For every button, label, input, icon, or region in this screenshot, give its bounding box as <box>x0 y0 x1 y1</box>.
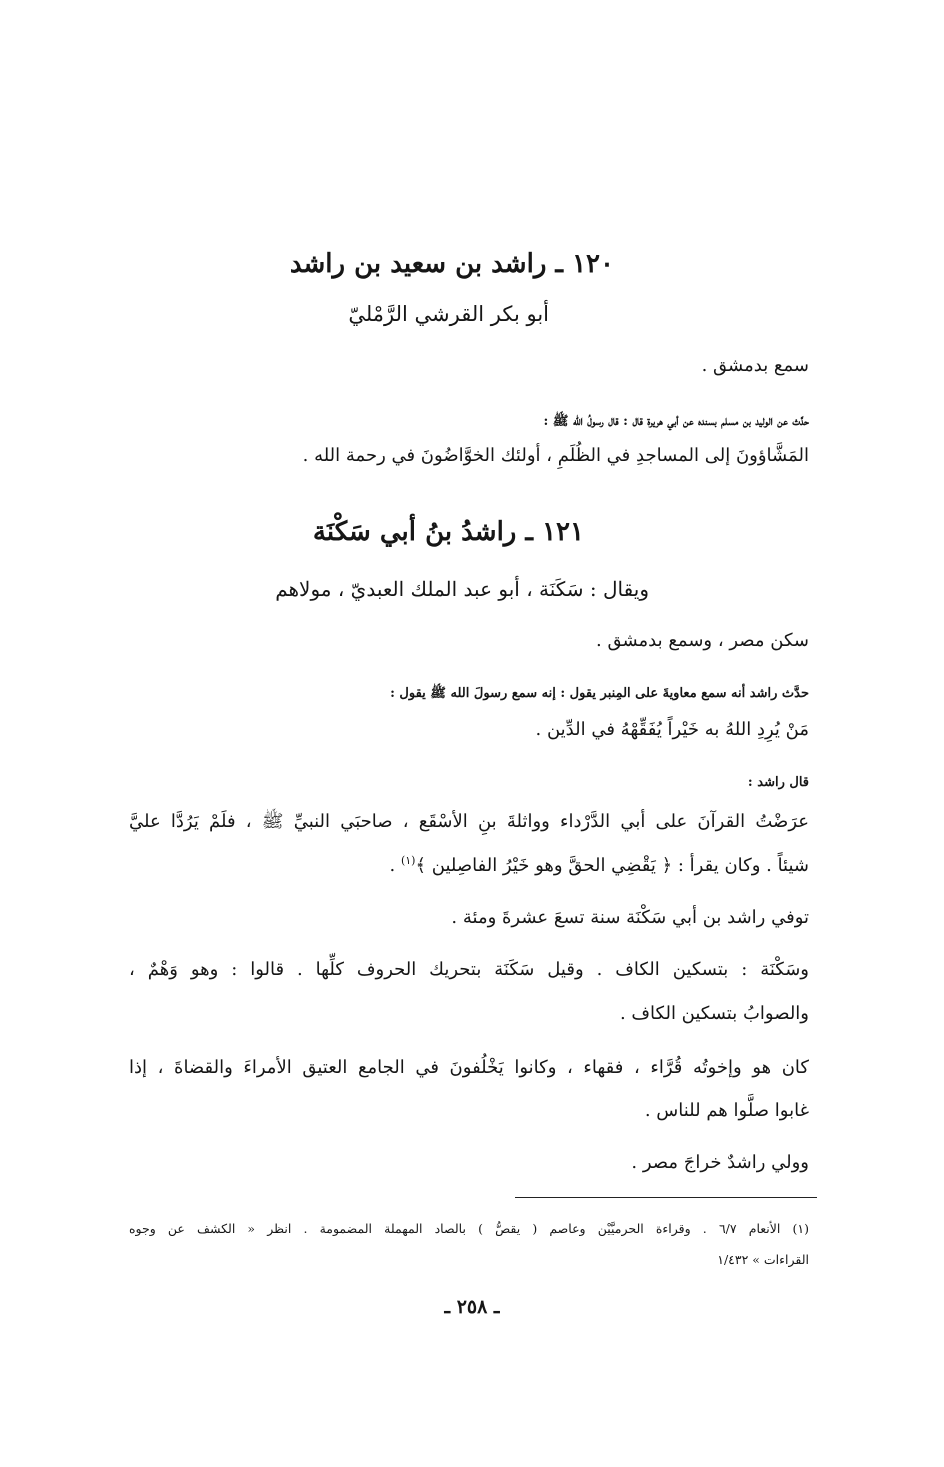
entry-121-para-1-line-1: عرَضْتُ القرآنَ على أبي الدَّرْداء وواثلةَ بنِ الأسْقَع ، صاحبَي النبيِّ ﷺ ، فلَمْ يَرُدَّا عليَّ <box>129 811 809 832</box>
footnote-line-1: (١) الأنعام ٦/٧ . وقراءة الحرميَّيْن وعاصم ( يقصُّ ) بالصاد المهملة المضمومة . انظر « الكشف عن وجوه <box>129 1221 809 1236</box>
page-number: ـ ٢٥٨ ـ <box>444 1296 500 1318</box>
entry-120-hadith-intro: حدَّث عن الوليد بن مسلم بسنده عن أبي هريرة قال : قال رسولُ الله ﷺ : <box>543 414 809 429</box>
entry-120-hadith-text: المَشَّاؤونَ إلى المساجدِ في الظُلَمِ ، أولئك الخوَّاضُونَ في رحمة الله . <box>302 445 809 466</box>
entry-121-hadith-text: مَنْ يُرِدِ اللهُ به خَيْراً يُفَقِّهْهُ في الدِّين . <box>535 719 809 740</box>
entry-121-para-2-line-1: وسَكْنَة : بتسكين الكاف . وقيل سَكَنَة بتحريك الحروف كلِّها . قالوا : وهو وَهْمٌ ، <box>129 959 809 980</box>
para-1-end: . <box>389 855 401 876</box>
entry-121-para-1-line-2 <box>390 855 810 876</box>
entry-121-hadith-intro: حدَّث راشد أنه سمع معاويةَ على المِنبر يقول : إنه سمع رسولَ الله ﷺ يقول : <box>390 686 809 701</box>
para-1-line-2-text: شيئاً . وكان يقرأ : ﴿ يَقْضِي الحقَّ وهو خَيْرُ الفاصِلين ﴾ <box>415 855 809 876</box>
entry-120-title: ١٢٠ ـ راشد بن سعيد بن راشد <box>289 249 614 279</box>
entry-120-line-1: سمع بدمشق . <box>701 355 809 376</box>
entry-121-last-line: وولي راشدٌ خراجَ مصر . <box>631 1152 809 1173</box>
footnote-ref: (١) <box>400 854 416 867</box>
entry-121-subtitle: ويقال : سَكَنَة ، أبو عبد الملك العبديّ ، مولاهم <box>275 577 649 601</box>
entry-121-para-2-line-2: والصوابُ بتسكين الكاف . <box>619 1003 809 1024</box>
entry-121-para-3-line-1: كان هو وإخوتُه قُرَّاء ، فقهاء ، وكانوا يَخْلُفونَ في الجامع العتيق الأمراءَ والقضاةَ ، إذا <box>129 1057 809 1078</box>
entry-121-title: ١٢١ ـ راشدُ بنُ أبي سَكْنَة <box>312 517 584 547</box>
footnote-divider <box>515 1197 817 1198</box>
entry-120-subtitle: أبو بكر القرشي الرَّمْليّ <box>348 302 549 326</box>
entry-121-said-label: قال راشد : <box>747 775 809 790</box>
footnote-line-2: القراءات » ١/٤٣٢ <box>717 1252 809 1267</box>
entry-121-line-1: سكن مصر ، وسمع بدمشق . <box>596 630 809 651</box>
entry-121-para-3-line-2: غابوا صلَّوا هم للناس . <box>644 1100 809 1121</box>
entry-121-death-line: توفي راشد بن أبي سَكْنَة سنة تسعَ عشرةَ ومئة . <box>451 907 809 928</box>
